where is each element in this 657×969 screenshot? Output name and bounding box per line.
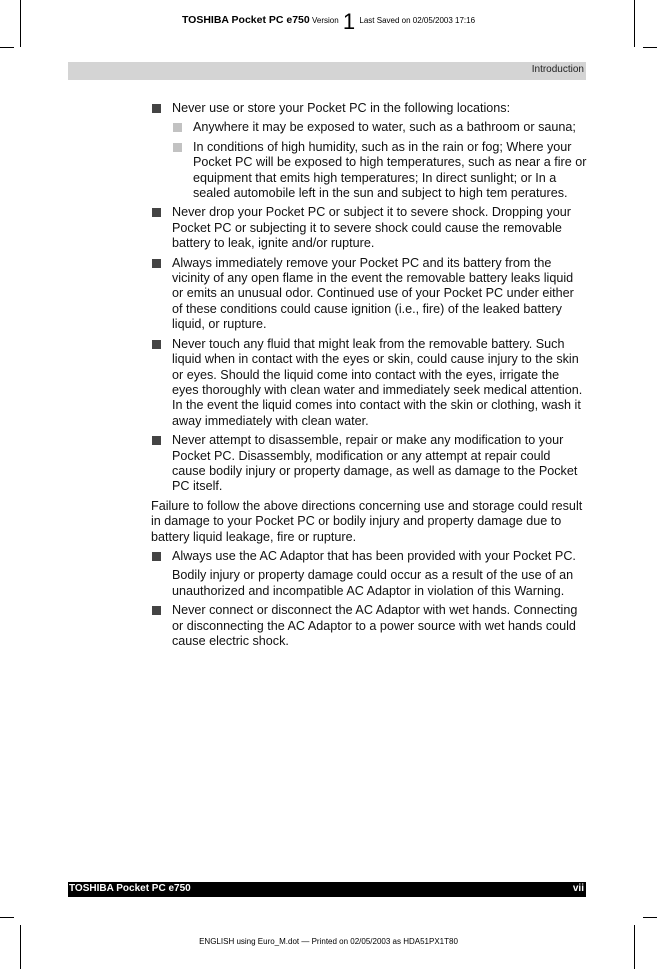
- list-item-text: Never attempt to disassemble, repair or make any modification to your Pocket PC. Disassembly, modification or any attempt at repair could cause bodily injury or property damage, as well as damage to the Pocket PC itself.: [172, 433, 578, 494]
- footer-product: TOSHIBA Pocket PC e750: [69, 883, 191, 894]
- sub-list-item: [172, 140, 587, 202]
- header-product: TOSHIBA Pocket PC e750: [181, 14, 310, 26]
- list-item: [151, 101, 587, 116]
- square-bullet-icon: [152, 259, 161, 268]
- list-item: [151, 256, 587, 333]
- list-item: [151, 205, 587, 251]
- square-bullet-icon: [152, 552, 161, 561]
- square-bullet-icon: [152, 208, 161, 217]
- ac-adaptor-note: Bodily injury or property damage could occur as a result of the use of an unauthorized and incompatible AC Adaptor in violation of this Warning.: [172, 568, 574, 598]
- failure-paragraph: Failure to follow the above directions concerning use and storage could result in damage to your Pocket PC or bodily injury and property damage due to battery liquid leakage, fire or rupture.: [151, 498, 583, 544]
- header-version-number: 1: [342, 9, 356, 34]
- list-item-text: Never touch any fluid that might leak from the removable battery. Such liquid when in contact with the eyes or skin, could cause injury to the skin or eyes. Should the liquid come into contact with the eyes, irrigate the eyes thoroughly with clean water and immediately seek medical attention. In the event the liquid comes into contact with the skin or clothing, wash it away immediately with clean water.: [172, 336, 583, 428]
- list-item: [151, 337, 587, 429]
- sub-list-item-text: In conditions of high humidity, such as in the rain or fog; Where your Pocket PC will be exposed to high temperatures, such as near a fire or equipment that emits high temperatures; In direct sunlight; or In a sealed automobile left in the sun and subject to high tem peratures.: [193, 139, 587, 201]
- print-info: ENGLISH using Euro_M.dot — Printed on 02/05/2003 as HDA51PX1T80: [199, 937, 458, 946]
- list-item-text: Never drop your Pocket PC or subject it to severe shock. Dropping your Pocket PC or subjecting it to severe shock could cause the removable battery to leak, ignite and/or rupture.: [172, 205, 571, 251]
- section-title: Introduction: [531, 64, 584, 75]
- list-item: [151, 433, 587, 495]
- square-bullet-icon: [173, 123, 182, 132]
- square-bullet-icon: [152, 104, 161, 113]
- sub-list-item: [172, 120, 587, 135]
- list-item: [151, 549, 587, 564]
- square-bullet-icon: [173, 143, 182, 152]
- crop-mark: [0, 917, 14, 918]
- list-item-text: Always use the AC Adaptor that has been provided with your Pocket PC.: [172, 548, 576, 563]
- crop-mark: [634, 925, 635, 969]
- sub-list-item-text: Anywhere it may be exposed to water, such as a bathroom or sauna;: [193, 120, 576, 135]
- page-body: [151, 101, 587, 653]
- page-number: vii: [572, 883, 584, 894]
- header-saved: Last Saved on 02/05/2003 17:16: [359, 16, 476, 25]
- crop-mark: [643, 47, 657, 48]
- crop-mark: [643, 917, 657, 918]
- list-item-text: Never use or store your Pocket PC in the following locations:: [172, 101, 511, 115]
- footer-bar: [68, 882, 586, 897]
- crop-mark: [0, 47, 14, 48]
- header-version-label: Version: [311, 16, 339, 25]
- crop-mark: [20, 925, 21, 969]
- list-item-text: Never connect or disconnect the AC Adaptor with wet hands. Connecting or disconnecting the AC Adaptor to a power source with wet hands could cause electric shock.: [172, 603, 578, 648]
- square-bullet-icon: [152, 436, 161, 445]
- document-header: [0, 9, 657, 35]
- list-item: [151, 603, 587, 649]
- section-band: [68, 62, 586, 80]
- list-item-text: Always immediately remove your Pocket PC and its battery from the vicinity of any open flame in the event the removable battery leaks liquid or emits an unusual odor. Continued use of your Pocket PC under either of these conditions could cause ignition (i.e., fire) of the leaked battery liquid, or rupture.: [172, 255, 574, 332]
- square-bullet-icon: [152, 606, 161, 615]
- square-bullet-icon: [152, 340, 161, 349]
